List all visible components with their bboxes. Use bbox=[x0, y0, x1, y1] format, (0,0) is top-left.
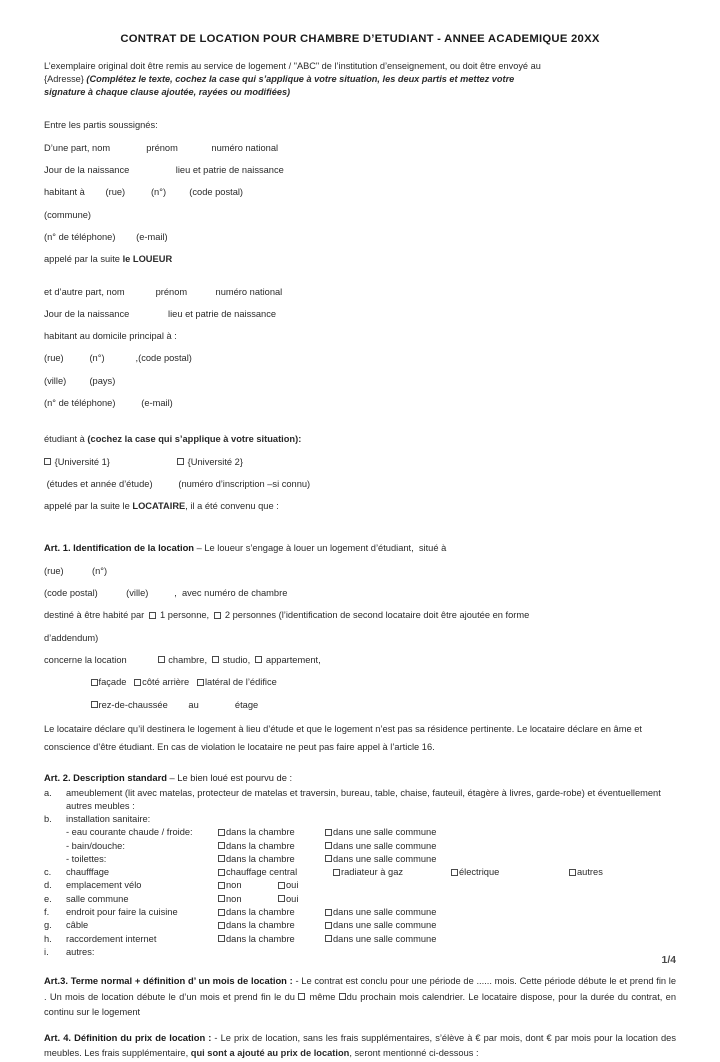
studies-line: (études et année d’étude) (numéro d’inscription –si connu) bbox=[44, 478, 311, 489]
article-2-item-b bbox=[44, 813, 676, 826]
toilet-common-label: dans une salle commune bbox=[333, 853, 437, 864]
heating-other-label: autres bbox=[577, 867, 603, 878]
row-bike bbox=[44, 879, 676, 892]
sanitary-row-bath bbox=[44, 840, 676, 853]
one-person-label: 1 personne, bbox=[157, 610, 215, 621]
intro-paragraph bbox=[44, 60, 676, 100]
rez-de-chaussee-label: rez-de-chaussée au étage bbox=[98, 699, 259, 710]
checkbox-facade[interactable] bbox=[91, 679, 98, 686]
toilet-label: - toilettes: bbox=[66, 853, 107, 864]
bike-option-no bbox=[218, 879, 278, 892]
heating-electric-label: électrique bbox=[459, 867, 500, 878]
item-a-text: ameublement (lit avec matelas, protecteur de matelas et traversin, bureau, table, chaise, fauteuil, étagère à livres, garde-robe) et éventuellement autres meubles : bbox=[66, 787, 661, 811]
article-4 bbox=[44, 1030, 676, 1062]
common-room-option-yes bbox=[278, 893, 298, 906]
tenant-street-line: (rue) (n°) ,(code postal) bbox=[44, 353, 192, 364]
water-common-label: dans une salle commune bbox=[333, 827, 437, 838]
checkbox-common-room-no[interactable] bbox=[218, 895, 225, 902]
common-room-option-no bbox=[218, 893, 278, 906]
checkbox-cable-common[interactable] bbox=[325, 922, 332, 929]
heating-central-label: chauffage central bbox=[226, 867, 298, 878]
row-kitchen-label: endroit pour faire la cuisine bbox=[66, 907, 178, 918]
water-room-label: dans la chambre bbox=[226, 827, 295, 838]
checkbox-bath-common[interactable] bbox=[325, 842, 332, 849]
row-heating-label: chaufffage bbox=[66, 867, 110, 878]
intro-instruction-line-2: signature à chaque clause ajoutée, rayées ou modifiées) bbox=[44, 87, 291, 98]
article-1-postal-line: (code postal) (ville) , avec numéro de chambre bbox=[44, 588, 288, 599]
article-2-item-a bbox=[44, 787, 676, 813]
item-b-key: b. bbox=[44, 814, 52, 825]
bath-common-label: dans une salle commune bbox=[333, 840, 437, 851]
cote-arriere-label: côté arrière bbox=[142, 677, 197, 688]
lateral-label: latéral de l’édifice bbox=[204, 677, 277, 688]
studio-label: studio, bbox=[220, 654, 256, 665]
checkbox-rez-de-chaussee[interactable] bbox=[91, 701, 98, 708]
row-kitchen bbox=[44, 906, 676, 919]
chambre-label: chambre, bbox=[165, 654, 213, 665]
bike-no-label: non bbox=[226, 880, 242, 891]
bike-option-yes bbox=[278, 879, 298, 892]
toilet-room-label: dans la chambre bbox=[226, 853, 295, 864]
bath-room-label: dans la chambre bbox=[226, 840, 295, 851]
cable-option-room bbox=[218, 919, 325, 932]
parties-heading: Entre les partis soussignés: bbox=[44, 120, 158, 131]
article-1-addendum-line: d’addendum) bbox=[44, 632, 99, 643]
intro-address-placeholder: {Adresse} bbox=[44, 73, 87, 84]
water-option-common bbox=[325, 826, 676, 839]
page-number: 1/4 bbox=[661, 955, 676, 966]
intro-line-1: L’exemplaire original doit être remis au service de logement / "ABC" de l’institution d’enseignement, ou doit être envoyé au bbox=[44, 60, 541, 71]
checkbox-two-persons[interactable] bbox=[214, 612, 221, 619]
checkbox-kitchen-common[interactable] bbox=[325, 909, 332, 916]
location-type-prefix: concerne la location bbox=[44, 654, 158, 665]
checkbox-heating-gas[interactable] bbox=[333, 869, 340, 876]
appartement-label: appartement, bbox=[263, 654, 321, 665]
university-2-label: {Université 2} bbox=[187, 456, 243, 467]
checkbox-cable-room[interactable] bbox=[218, 922, 225, 929]
lessor-designation-line bbox=[44, 248, 676, 270]
internet-option-room bbox=[218, 933, 325, 946]
checkbox-bike-yes[interactable] bbox=[278, 882, 285, 889]
article-1-floor-line bbox=[44, 694, 676, 716]
lessor-commune-line: (commune) bbox=[44, 209, 92, 220]
intro-instruction-line-1: (Complétez le texte, cochez la case qui s’applique à votre situation, les deux partis et mettez votre bbox=[86, 73, 515, 84]
row-cable-label: câble bbox=[66, 920, 89, 931]
checkbox-heating-central[interactable] bbox=[218, 869, 225, 876]
student-checkbox-instruction: (cochez la case qui s’applique à votre situation): bbox=[87, 434, 302, 445]
heating-option-gas bbox=[333, 866, 451, 879]
facade-label: façade bbox=[98, 677, 135, 688]
checkbox-appartement[interactable] bbox=[255, 656, 262, 663]
checkbox-studio[interactable] bbox=[212, 656, 219, 663]
article-4-heading: Art. 4. Définition du prix de location : bbox=[44, 1032, 212, 1044]
article-1-heading-line bbox=[44, 537, 676, 559]
article-1-heading: Art. 1. Identification de la location bbox=[44, 542, 195, 554]
article-2 bbox=[44, 771, 676, 960]
article-3-text-2: même bbox=[306, 991, 339, 1002]
university-1-label: {Université 1} bbox=[54, 456, 110, 467]
row-internet-key: h. bbox=[44, 933, 52, 944]
checkbox-cote-arriere[interactable] bbox=[134, 679, 141, 686]
tenant-contact-line: (n° de téléphone) (e-mail) bbox=[44, 398, 173, 408]
common-room-no-label: non bbox=[226, 893, 242, 904]
heating-option-electric bbox=[451, 866, 569, 879]
row-cable-key: g. bbox=[44, 920, 52, 931]
kitchen-option-common bbox=[325, 906, 436, 919]
common-room-yes-label: oui bbox=[286, 893, 299, 904]
heating-gas-label: radiateur à gaz bbox=[341, 867, 404, 878]
article-3 bbox=[44, 973, 676, 1020]
checkbox-bath-room[interactable] bbox=[218, 842, 225, 849]
occupancy-prefix: destiné à être habité par bbox=[44, 610, 150, 621]
tenant-name-line: et d’autre part, nom prénom numéro national bbox=[44, 286, 283, 297]
checkbox-university-1[interactable] bbox=[44, 458, 51, 465]
student-instruction-line bbox=[44, 428, 676, 450]
kitchen-room-label: dans la chambre bbox=[226, 907, 295, 918]
tenant-domicile-line: habitant au domicile principal à : bbox=[44, 331, 177, 342]
cable-room-label: dans la chambre bbox=[226, 920, 295, 931]
lessor-birth-line: Jour de la naissance lieu et patrie de naissance bbox=[44, 165, 284, 176]
article-3-text-1: - Le contrat est conclu pour une période de ...... mois. Cette période débute le et prend fin le . Un mois de location débute le d’un mois et prend fin le du bbox=[44, 976, 677, 1002]
article-3-text-3: du prochain mois calendrier. Le locataire dispose, pour la durée du contrat, en continu sur le logement bbox=[44, 991, 676, 1017]
article-2-heading-line bbox=[44, 771, 676, 785]
row-others-label: autres: bbox=[66, 946, 95, 957]
article-1-heading-rest: – Le loueur s’engage à louer un logement d’étudiant, situé à bbox=[194, 543, 447, 554]
internet-option-common bbox=[325, 933, 436, 946]
checkbox-same-month[interactable] bbox=[298, 993, 305, 1000]
heating-option-other bbox=[569, 866, 603, 879]
lessor-address-line: habitant à (rue) (n°) (code postal) bbox=[44, 187, 244, 198]
checkbox-kitchen-room[interactable] bbox=[218, 909, 225, 916]
article-1 bbox=[44, 537, 676, 756]
checkbox-water-room[interactable] bbox=[218, 829, 225, 836]
row-others bbox=[44, 946, 676, 959]
row-common-room-label: salle commune bbox=[66, 893, 129, 904]
university-options-row bbox=[44, 451, 676, 473]
row-cable bbox=[44, 919, 676, 932]
checkbox-next-month[interactable] bbox=[339, 993, 346, 1000]
checkbox-internet-common[interactable] bbox=[325, 935, 332, 942]
checkbox-university-2[interactable] bbox=[177, 458, 184, 465]
row-kitchen-key: f. bbox=[44, 907, 50, 918]
article-2-heading: Art. 2. Description standard bbox=[44, 771, 167, 783]
article-1-type-line bbox=[44, 649, 676, 671]
article-4-text-2: , seront mentionné ci-dessous : bbox=[349, 1048, 479, 1059]
article-1-occupancy-line bbox=[44, 604, 676, 626]
article-2-heading-rest: – Le bien loué est pourvu de : bbox=[166, 772, 293, 783]
checkbox-toilet-room[interactable] bbox=[218, 855, 225, 862]
bike-yes-label: oui bbox=[286, 880, 299, 891]
bath-option-room bbox=[218, 840, 325, 853]
page-title: CONTRAT DE LOCATION POUR CHAMBRE D’ETUDIANT - ANNEE ACADEMIQUE 20XX bbox=[120, 33, 600, 45]
kitchen-common-label: dans une salle commune bbox=[333, 907, 437, 918]
checkbox-chambre[interactable] bbox=[158, 656, 165, 663]
checkbox-one-person[interactable] bbox=[149, 612, 156, 619]
checkbox-internet-room[interactable] bbox=[218, 935, 225, 942]
tenant-designation-bold: LOCATAIRE bbox=[132, 501, 186, 512]
row-common-room bbox=[44, 893, 676, 906]
article-1-position-line bbox=[44, 671, 676, 693]
checkbox-toilet-common[interactable] bbox=[325, 855, 332, 862]
cable-common-label: dans une salle commune bbox=[333, 920, 437, 931]
student-prefix: étudiant à bbox=[44, 434, 88, 445]
lessor-contact-line: (n° de téléphone) (e-mail) bbox=[44, 231, 168, 242]
lessor-designation-bold: le LOUEUR bbox=[122, 254, 173, 265]
bath-option-common bbox=[325, 840, 676, 853]
article-4-bold-clause: qui sont a ajouté au prix de location bbox=[190, 1048, 350, 1059]
item-b-text: installation sanitaire: bbox=[66, 814, 151, 825]
checkbox-heating-other[interactable] bbox=[569, 869, 576, 876]
article-1-declaration: Le locataire déclare qu’il destinera le logement à lieu d’étude et que le logement n’est pas sa résidence pertinente. Le locataire déclare en âme et conscience d’être étudiant. En cas de violation le locataire ne peut pas faire appel à l’article 16. bbox=[44, 723, 642, 753]
document-content bbox=[44, 33, 676, 1062]
checkbox-water-common[interactable] bbox=[325, 829, 332, 836]
internet-common-label: dans une salle commune bbox=[333, 933, 437, 944]
tenant-designation-prefix: appelé par la suite le bbox=[44, 501, 133, 512]
sanitary-row-toilet bbox=[44, 853, 676, 866]
lessor-name-line: D’une part, nom prénom numéro national bbox=[44, 142, 279, 153]
row-bike-label: emplacement vélo bbox=[66, 880, 142, 891]
two-persons-label: 2 personnes (l’identification de second locataire doit être ajoutée en forme bbox=[222, 610, 530, 621]
row-internet bbox=[44, 933, 676, 946]
tenant-birth-line: Jour de la naissance lieu et patrie de naissance bbox=[44, 308, 277, 319]
row-heating bbox=[44, 866, 676, 879]
bath-label: - bain/douche: bbox=[66, 840, 125, 851]
sanitary-row-water bbox=[44, 826, 676, 839]
kitchen-option-room bbox=[218, 906, 325, 919]
internet-room-label: dans la chambre bbox=[226, 933, 295, 944]
article-3-heading: Art.3. Terme normal + définition d’ un mois de location : bbox=[44, 975, 293, 987]
article-4-text-1: - Le prix de location, sans les frais supplémentaires, s’élève à € par mois, dont € par mois pour la location des meubles. Les frais supplémentaire, bbox=[44, 1033, 676, 1059]
water-option-room bbox=[218, 826, 325, 839]
toilet-option-room bbox=[218, 853, 325, 866]
row-others-key: i. bbox=[44, 946, 49, 957]
tenant-designation-post: , il a été convenu que : bbox=[185, 501, 279, 512]
checkbox-bike-no[interactable] bbox=[218, 882, 225, 889]
heating-option-central bbox=[218, 866, 333, 879]
row-bike-key: d. bbox=[44, 880, 52, 891]
tenant-city-line: (ville) (pays) bbox=[44, 375, 116, 386]
checkbox-lateral[interactable] bbox=[197, 679, 204, 686]
lessor-designation-prefix: appelé par la suite bbox=[44, 254, 123, 265]
toilet-option-common bbox=[325, 853, 676, 866]
row-common-room-key: e. bbox=[44, 893, 52, 904]
tenant-designation-line bbox=[44, 495, 676, 517]
item-a-key: a. bbox=[44, 787, 52, 798]
row-internet-label: raccordement internet bbox=[66, 933, 157, 944]
row-heating-key: c. bbox=[44, 867, 52, 878]
cable-option-common bbox=[325, 919, 436, 932]
article-1-street-line: (rue) (n°) bbox=[44, 565, 108, 576]
water-label: - eau courante chaude / froide: bbox=[66, 827, 193, 838]
checkbox-heating-electric[interactable] bbox=[451, 869, 458, 876]
checkbox-common-room-yes[interactable] bbox=[278, 895, 285, 902]
